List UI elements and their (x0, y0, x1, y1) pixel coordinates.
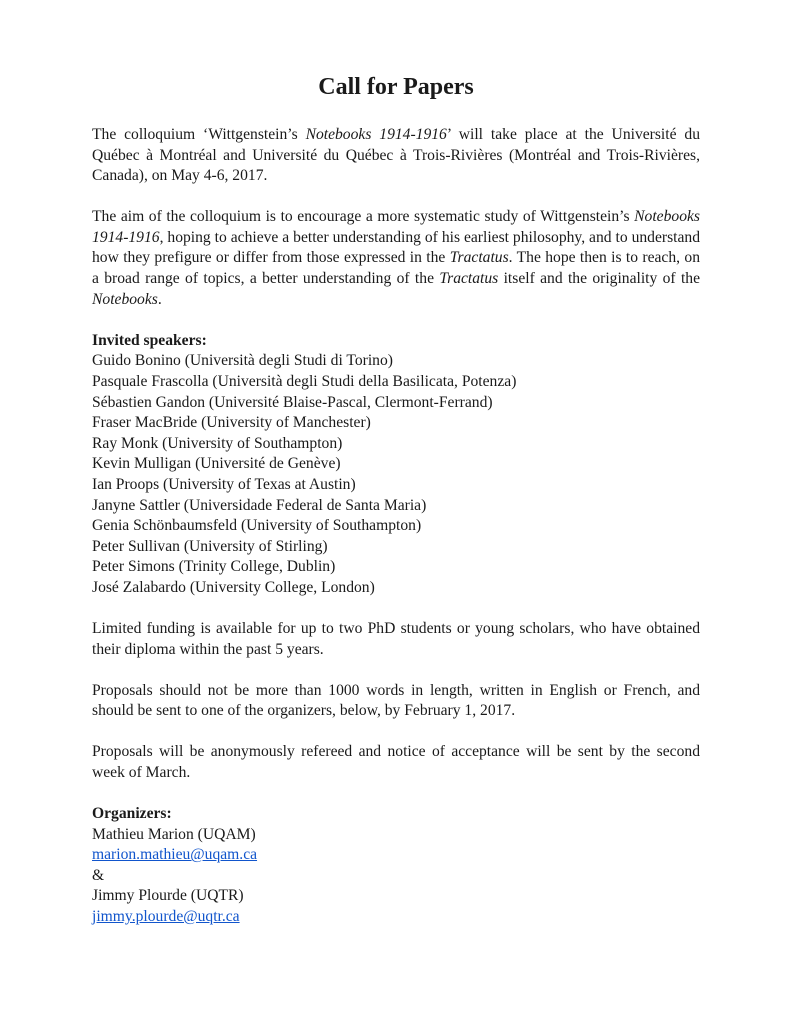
speaker-item: Genia Schönbaumsfeld (University of Southampton) (92, 517, 422, 535)
organizers-heading: Organizers: (92, 805, 172, 823)
aim-paragraph (92, 207, 700, 310)
organizer-email-link-1[interactable]: marion.mathieu@uqam.ca (92, 846, 258, 864)
aim-italic-2: Tractatus (449, 249, 509, 267)
aim-italic-1: Notebooks 1914-1916 (92, 208, 700, 246)
speakers-list (92, 351, 700, 598)
intro-text-2: ’ will take place at the Université du Québec à Montréal and Université du Québec à Trois-Rivières (Montréal and Trois-Rivières, Canada), on May 4-6, 2017. (92, 126, 700, 185)
aim-text-2: , hoping to achieve a better understanding of his earliest philosophy, and to understand how they prefigure or differ from those expressed in the (92, 228, 700, 267)
organizers-ampersand: & (92, 866, 105, 884)
speaker-item: Janyne Sattler (Universidade Federal de Santa Maria) (92, 496, 427, 514)
speaker-item: Ian Proops (University of Texas at Austin) (92, 475, 356, 493)
aim-italic-4: Notebooks (92, 290, 158, 308)
speaker-item: Pasquale Frascolla (Università degli Studi della Basilicata, Potenza) (92, 372, 517, 390)
speaker-item: Kevin Mulligan (Université de Genève) (92, 455, 341, 473)
speaker-item: Peter Sullivan (University of Stirling) (92, 537, 328, 555)
intro-italic-title: Notebooks 1914-1916 (305, 126, 447, 143)
organizers-section (92, 804, 700, 928)
proposals-paragraph: Proposals should not be more than 1000 words in length, written in English or French, and should be sent to one of the organizers, below, by February 1, 2017. (92, 681, 700, 720)
speakers-heading: Invited speakers: (92, 331, 207, 349)
intro-text-1: The colloquium ‘Wittgenstein’s (92, 126, 306, 143)
aim-text-3: . The hope then is to reach, on a broad range of topics, a better understanding of the (92, 249, 700, 288)
speaker-item: Ray Monk (University of Southampton) (92, 434, 343, 452)
review-paragraph: Proposals will be anonymously refereed and notice of acceptance will be sent by the second week of March. (92, 743, 700, 781)
aim-italic-3: Tractatus (439, 270, 499, 288)
speaker-item: Peter Simons (Trinity College, Dublin) (92, 558, 336, 576)
speakers-section (92, 331, 700, 599)
funding-paragraph: Limited funding is available for up to two PhD students or young scholars, who have obtained their diploma within the past 5 years. (92, 619, 700, 658)
speaker-item: Sébastien Gandon (Université Blaise-Pascal, Clermont-Ferrand) (92, 393, 493, 411)
speaker-item: José Zalabardo (University College, London) (92, 578, 375, 596)
speaker-item: Fraser MacBride (University of Manchester) (92, 414, 371, 432)
organizer-name-1: Mathieu Marion (UQAM) (92, 825, 256, 843)
aim-text-1: The aim of the colloquium is to encourage a more systematic study of Wittgenstein’s (92, 208, 635, 226)
page-title: Call for Papers (318, 74, 474, 100)
aim-text-5: . (157, 290, 162, 308)
organizer-name-2: Jimmy Plourde (UQTR) (92, 887, 244, 905)
intro-paragraph (92, 125, 700, 187)
speaker-item: Guido Bonino (Università degli Studi di Torino) (92, 352, 393, 370)
aim-text-4: itself and the originality of the (498, 270, 701, 288)
document-page (92, 70, 700, 928)
organizer-email-link-2[interactable]: jimmy.plourde@uqtr.ca (92, 908, 240, 925)
